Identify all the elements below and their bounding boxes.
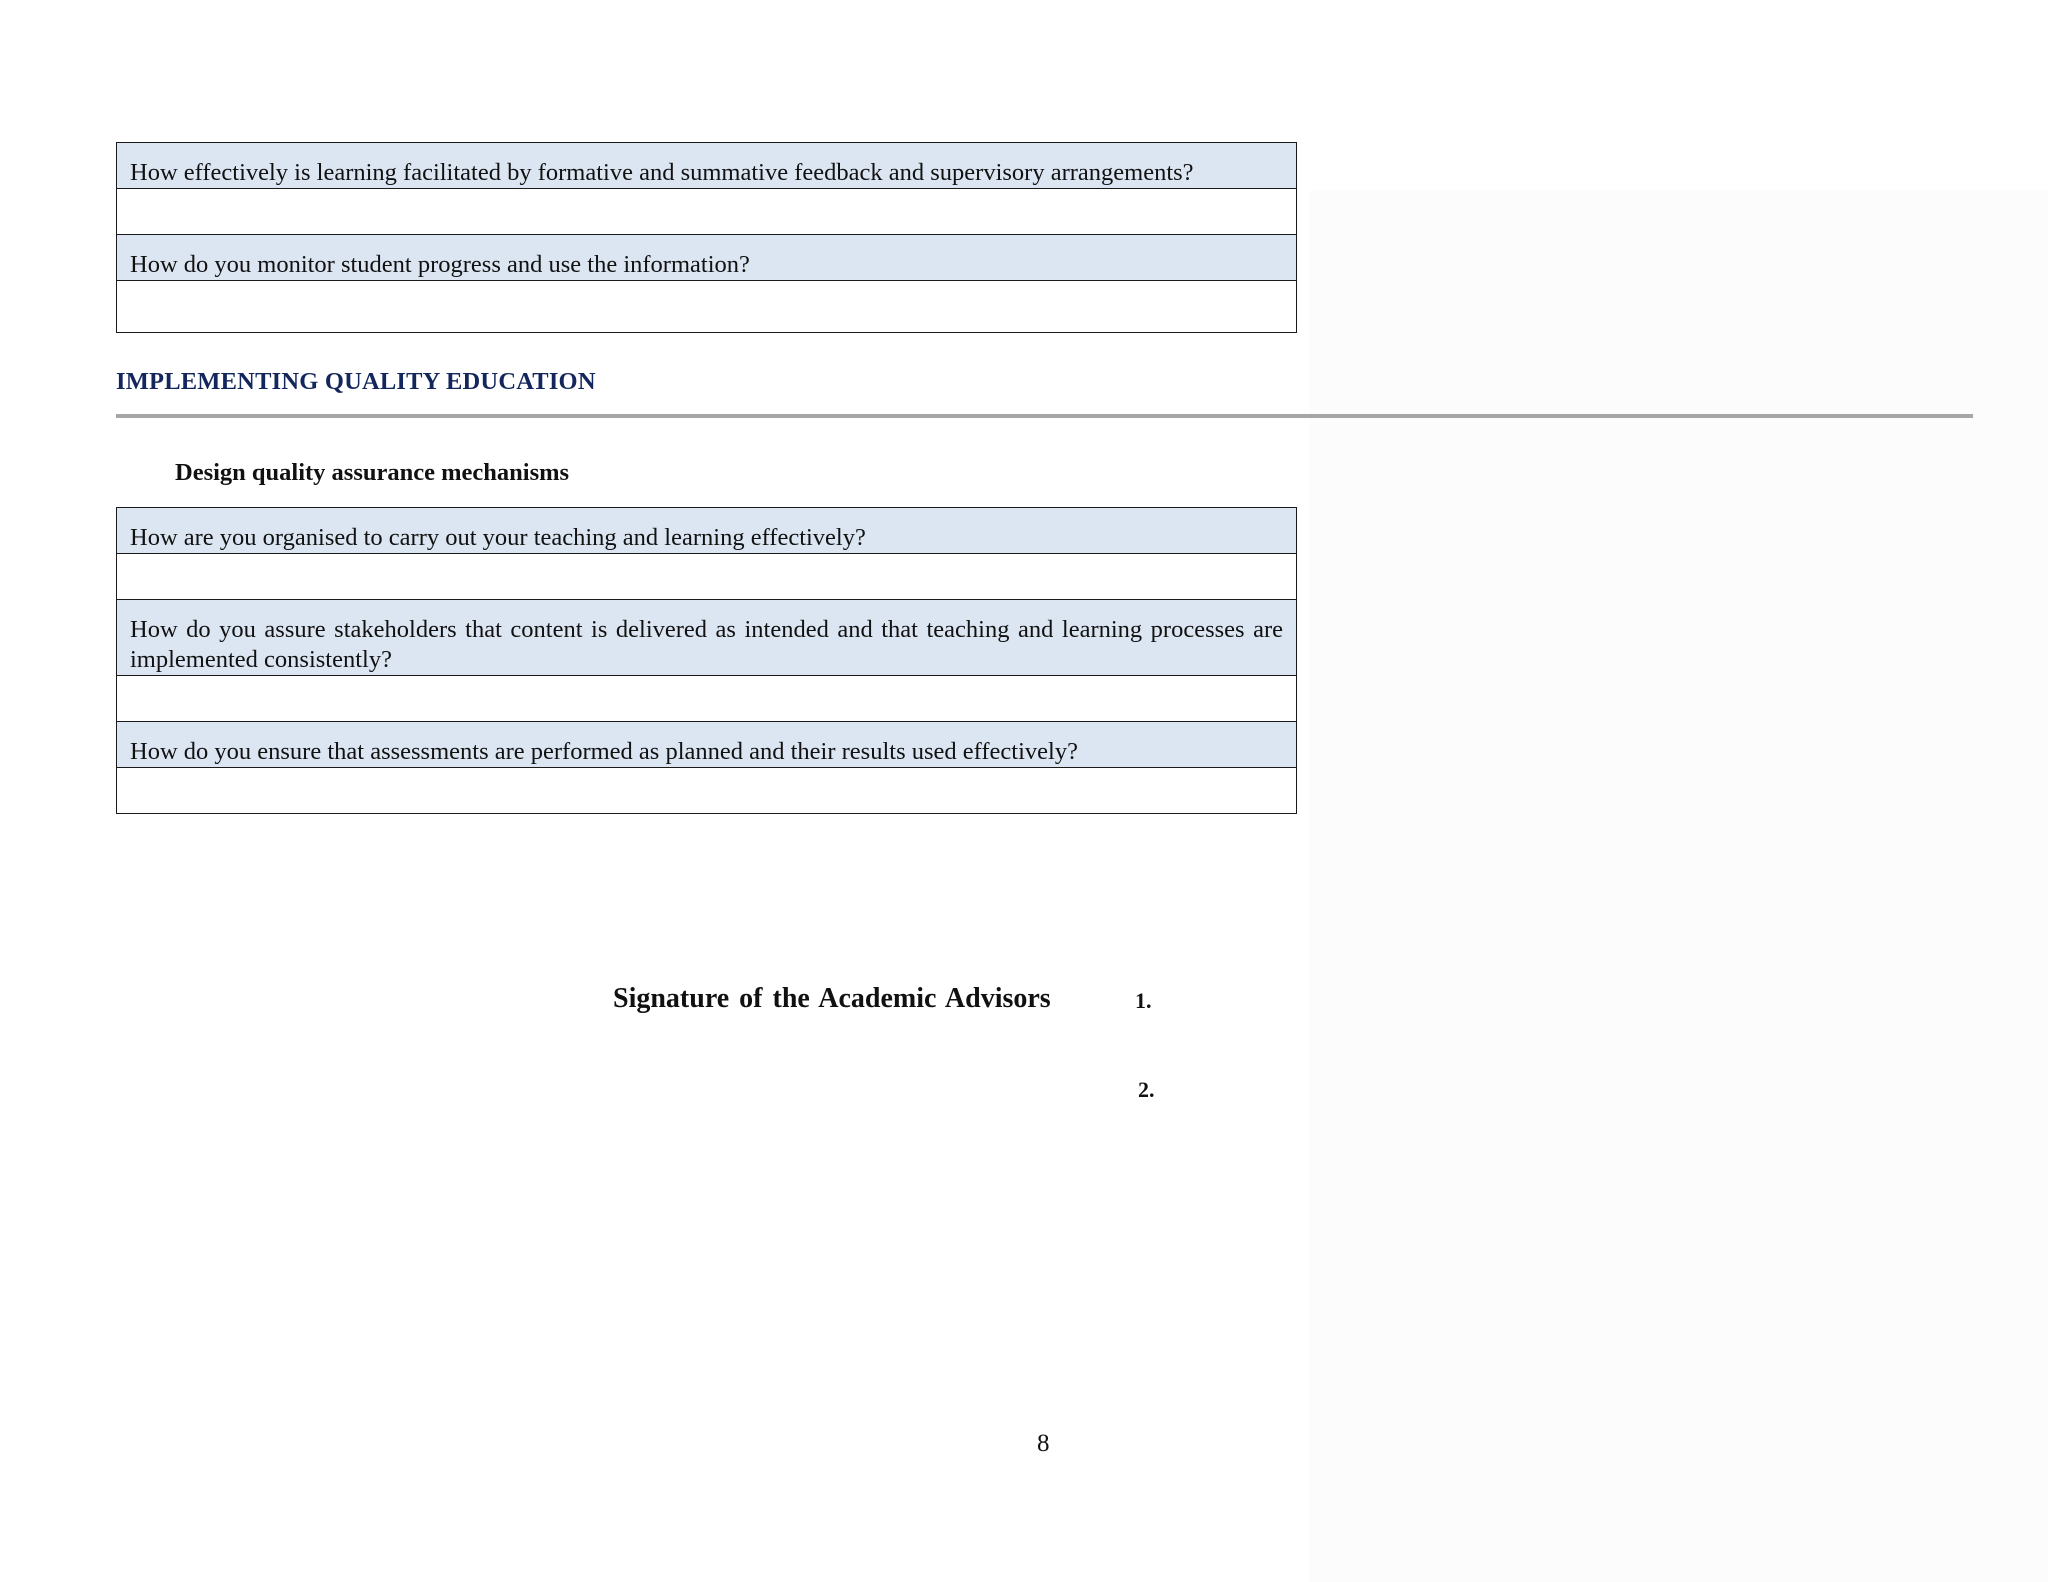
quality-assurance-questions-table [116, 507, 1297, 814]
section-heading: IMPLEMENTING QUALITY EDUCATION [116, 368, 596, 395]
answer-cell[interactable] [117, 189, 1297, 235]
question-cell: How effectively is learning facilitated by formative and summative feedback and supervisory arrangements? [117, 143, 1297, 189]
table-row [117, 189, 1297, 235]
table-row [117, 768, 1297, 814]
question-cell: How are you organised to carry out your teaching and learning effectively? [117, 508, 1297, 554]
answer-cell[interactable] [117, 554, 1297, 600]
section-divider [116, 414, 1973, 418]
page-background-panel [1310, 190, 2048, 1582]
question-cell: How do you ensure that assessments are performed as planned and their results used effectively? [117, 722, 1297, 768]
table-row [117, 235, 1297, 281]
feedback-questions-table [116, 142, 1297, 333]
answer-cell[interactable] [117, 281, 1297, 333]
table-row [117, 676, 1297, 722]
sub-heading: Design quality assurance mechanisms [175, 459, 570, 486]
table-row [117, 554, 1297, 600]
table-row [117, 722, 1297, 768]
table-row [117, 281, 1297, 333]
table-row [117, 600, 1297, 676]
signature-title: Signature of the Academic Advisors [613, 983, 1051, 1014]
question-cell: How do you assure stakeholders that content is delivered as intended and that teaching and learning processes are implemented consistently? [117, 600, 1297, 676]
page-number: 8 [1037, 1430, 1050, 1457]
table-row [117, 143, 1297, 189]
signature-item-2: 2. [1138, 1077, 1155, 1102]
answer-cell[interactable] [117, 676, 1297, 722]
answer-cell[interactable] [117, 768, 1297, 814]
question-cell: How do you monitor student progress and use the information? [117, 235, 1297, 281]
table-row [117, 508, 1297, 554]
signature-item-1: 1. [1135, 988, 1152, 1013]
